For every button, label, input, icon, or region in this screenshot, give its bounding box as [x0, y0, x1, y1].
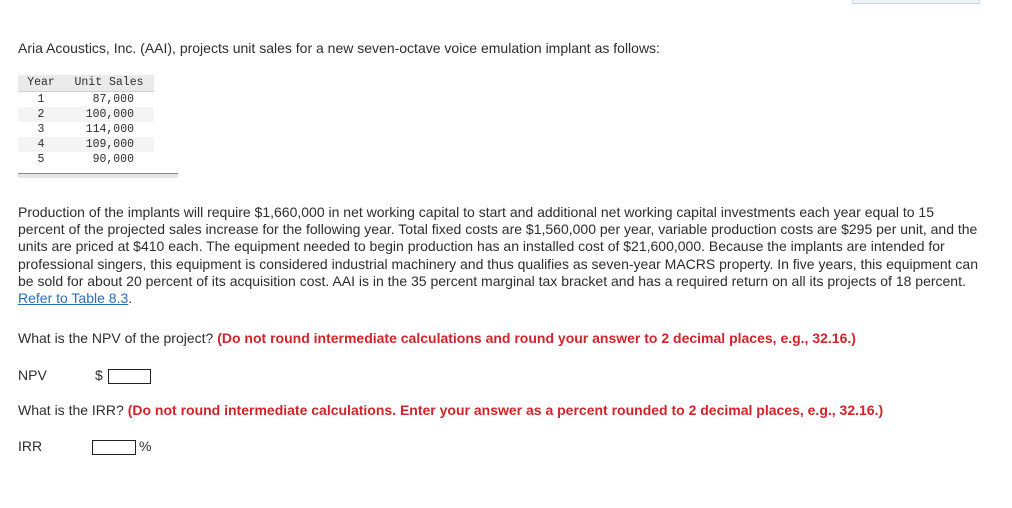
table-row — [18, 122, 154, 137]
irr-question-hint: (Do not round intermediate calculations. Enter your answer as a percent rounded to 2 decimal places, e.g., 32.16.) — [127, 402, 884, 418]
npv-question-text: What is the NPV of the project? — [18, 330, 218, 346]
problem-text — [18, 204, 978, 307]
npv-answer-input[interactable] — [108, 369, 151, 384]
npv-label: NPV — [18, 367, 47, 383]
year-cell: 3 — [37, 123, 45, 136]
top-toolbar-edge — [852, 0, 980, 4]
year-cell: 1 — [37, 93, 45, 106]
table-row — [18, 152, 154, 167]
unit-sales-cell: 114,000 — [85, 123, 134, 136]
irr-question-text: What is the IRR? — [18, 402, 128, 418]
dollar-sign: $ — [95, 367, 103, 383]
table-8-3-link[interactable]: Refer to Table 8.3 — [18, 290, 129, 307]
table-footer-bar — [18, 173, 178, 178]
problem-body: Production of the implants will require $1,660,000 in net working capital to start and additional net working capital investments each year equal to 15 percent of the projected sales increase for the following year. Total fixed costs are $1,560,000 per year, variable production costs are $295 per unit, and the units are priced at $410 each. The equipment needed to begin production has an installed cost of $21,600,000. Because the implants are intended for professional singers, this equipment is considered industrial machinery and thus qualifies as seven-year MACRS property. In five years, this equipment can be sold for about 20 percent of its acquisition cost. AAI is in the 35 percent marginal tax bracket and has a required return on all its projects of 18 percent. — [18, 204, 978, 289]
percent-sign: % — [139, 438, 152, 454]
irr-answer-input[interactable] — [92, 440, 136, 455]
year-header: Year — [18, 75, 64, 92]
table-header-row — [18, 75, 154, 92]
irr-question — [18, 401, 883, 419]
unit-sales-cell: 90,000 — [92, 153, 134, 166]
table-row — [18, 92, 154, 108]
unit-sales-header: Unit Sales — [64, 75, 154, 92]
problem-period: . — [128, 290, 133, 307]
unit-sales-cell: 100,000 — [64, 107, 154, 122]
unit-sales-table — [18, 75, 154, 167]
year-cell: 4 — [18, 137, 64, 152]
year-cell: 5 — [37, 153, 45, 166]
table-row — [18, 137, 154, 152]
year-cell: 2 — [18, 107, 64, 122]
unit-sales-cell: 87,000 — [92, 93, 134, 106]
npv-question — [18, 329, 856, 347]
npv-question-hint: (Do not round intermediate calculations and round your answer to 2 decimal places, e.g., 32.16.) — [217, 330, 856, 346]
table-row — [18, 107, 154, 122]
unit-sales-cell: 109,000 — [64, 137, 154, 152]
irr-label: IRR — [18, 438, 43, 454]
intro-text: Aria Acoustics, Inc. (AAI), projects unit sales for a new seven-octave voice emulation implant as follows: — [18, 40, 660, 56]
